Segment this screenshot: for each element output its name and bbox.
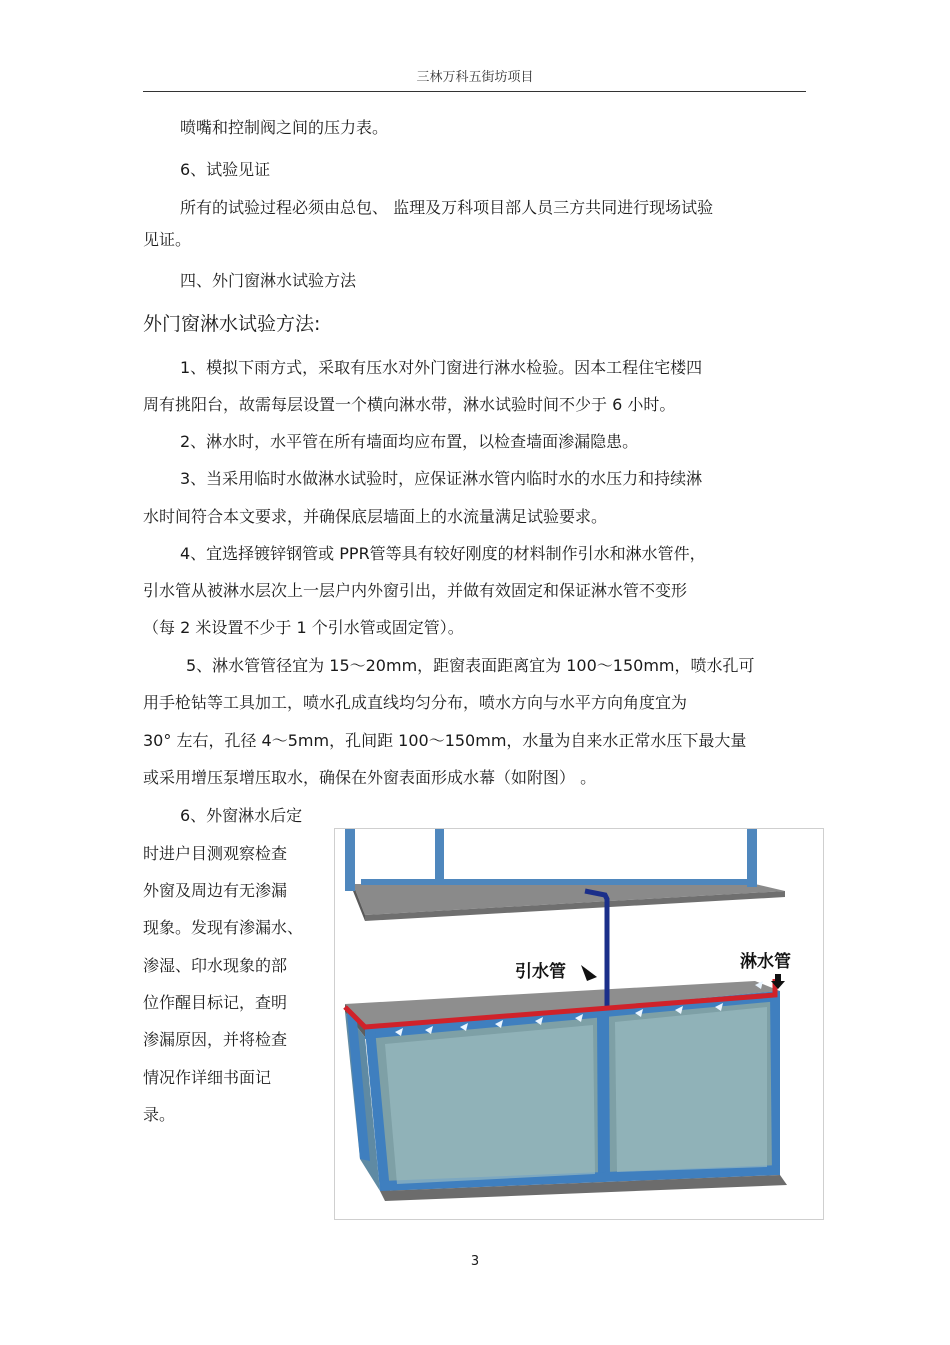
section-title: 6、试验见证 [180, 160, 271, 179]
diagram-canvas [335, 829, 823, 1219]
paragraph-line: 渗漏原因，并将检查 [143, 1030, 288, 1049]
paragraph-line: 现象。发现有渗漏水、 [143, 918, 304, 937]
paragraph-line: 用手枪钻等工具加工，喷水孔成直线均匀分布，喷水方向与水平方向角度宜为 [143, 693, 688, 712]
window-spray-diagram [334, 828, 824, 1220]
paragraph-line: 或采用增压泵增压取水，确保在外窗表面形成水幕（如附图） 。 [143, 768, 597, 787]
paragraph-line: 3、当采用临时水做淋水试验时，应保证淋水管内临时水的水压力和持续淋 [180, 469, 703, 488]
spray-pipe-label: 淋水管 [740, 952, 791, 972]
paragraph-line: 渗湿、印水现象的部 [143, 956, 288, 975]
paragraph-line: 6、外窗淋水后定 [180, 806, 303, 825]
upper-frame-left [345, 829, 355, 891]
paragraph-line: 情况作详细书面记 [143, 1068, 272, 1087]
section-title: 四、外门窗淋水试验方法 [180, 271, 357, 290]
paragraph-line: 所有的试验过程必须由总包、 监理及万科项目部人员三方共同进行现场试验 [180, 198, 714, 217]
page-header: 三林万科五街坊项目 [416, 70, 534, 85]
paragraph-line: 1、模拟下雨方式，采取有压水对外门窗进行淋水检验。因本工程住宅楼四 [180, 358, 703, 377]
paragraph-line: （每 2 米设置不少于 1 个引水管或固定管）。 [143, 618, 464, 637]
paragraph-line: 2、淋水时，水平管在所有墙面均应布置，以检查墙面渗漏隐患。 [180, 432, 639, 451]
paragraph-line: 外窗及周边有无渗漏 [143, 881, 288, 900]
upper-frame-right [747, 829, 757, 887]
paragraph-line: 引水管从被淋水层次上一层户内外窗引出，并做有效固定和保证淋水管不变形 [143, 581, 688, 600]
inlet-arrow-icon [581, 965, 597, 981]
paragraph-line: 水时间符合本文要求，并确保底层墙面上的水流量满足试验要求。 [143, 507, 608, 526]
paragraph-line: 时进户目测观察检查 [143, 844, 288, 863]
inlet-pipe-label: 引水管 [515, 962, 566, 982]
page-number: 3 [470, 1254, 480, 1269]
paragraph-line: 见证。 [143, 230, 192, 249]
paragraph-line: 4、宜选择镀锌钢管或 PPR管等具有较好刚度的材料制作引水和淋水管件， [180, 544, 706, 563]
paragraph-line: 5、淋水管管径宜为 15～20mm，距窗表面距离宜为 100～150mm，喷水孔可 [186, 656, 755, 675]
header-rule [143, 91, 806, 92]
lower-frame-mullion [597, 1012, 610, 1181]
paragraph-line: 喷嘴和控制阀之间的压力表。 [180, 118, 389, 137]
paragraph-line: 录。 [143, 1105, 176, 1124]
paragraph-line: 周有挑阳台，故需每层设置一个横向淋水带，淋水试验时间不少于 6 小时。 [143, 395, 676, 414]
method-heading: 外门窗淋水试验方法: [143, 313, 321, 335]
paragraph-line: 位作醒目标记，查明 [143, 993, 288, 1012]
paragraph-line: 30° 左右，孔径 4～5mm，孔间距 100～150mm，水量为自来水正常水压下最大量 [143, 731, 747, 750]
